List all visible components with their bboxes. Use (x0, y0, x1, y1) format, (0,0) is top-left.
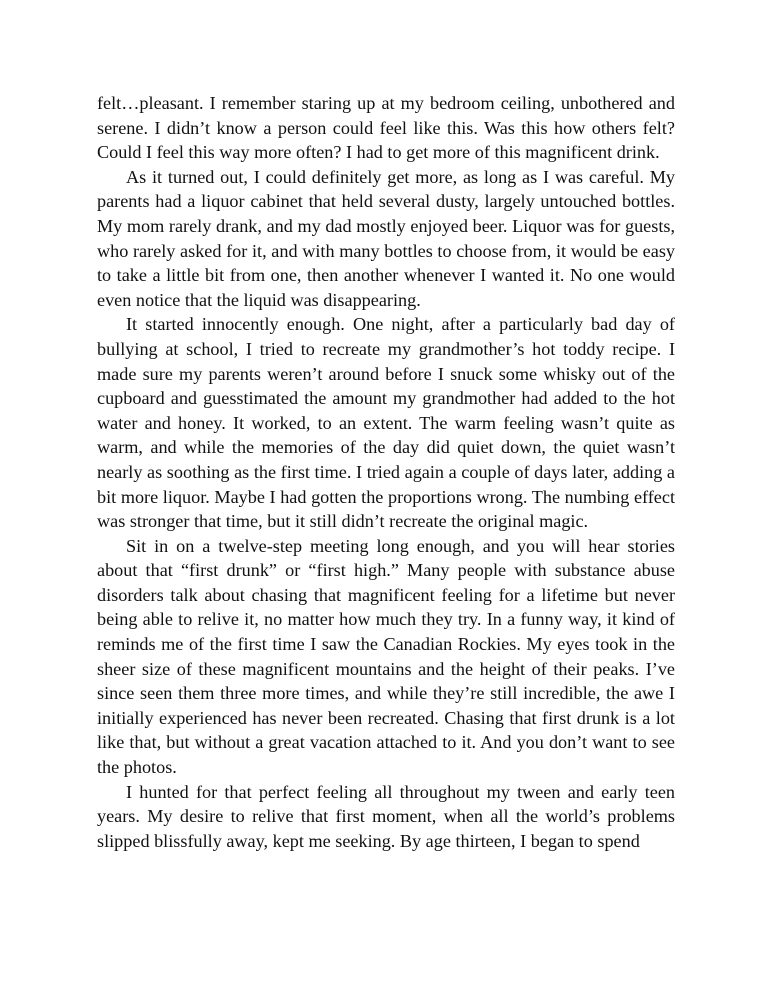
paragraph-4: Sit in on a twelve-step meeting long enough, and you will hear stories about that “first drunk” or “first high.” Many people with substance abuse disorders talk about chasing that magnificent feeling for a lifetime but never being able to relive it, no matter how much they try. In a funny way, it kind of reminds me of the first time I saw the Canadian Rockies. My eyes took in the sheer size of these magnificent mountains and the height of their peaks. I’ve since seen them three more times, and while they’re still incredible, the awe I initially experienced has never been recreated. Chasing that first drunk is a lot like that, but without a great vacation attached to it. And you don’t want to see the photos. (97, 535, 675, 778)
page-body (97, 91, 675, 853)
paragraph-3: It started innocently enough. One night, after a particularly bad day of bullying at school, I tried to recreate my grandmother’s hot toddy recipe. I made sure my parents weren’t around before I snuck some whisky out of the cupboard and guesstimated the amount my grandmother had added to the hot water and honey. It worked, to an extent. The warm feeling wasn’t quite as warm, and while the memories of the day did quiet down, the quiet wasn’t nearly as soothing as the first time. I tried again a couple of days later, adding a bit more liquor. Maybe I had gotten the proportions wrong. The numbing effect was stronger that time, but it still didn’t recreate the original magic. (97, 314, 675, 532)
paragraph-2: As it turned out, I could definitely get more, as long as I was careful. My parents had a liquor cabinet that held several dusty, largely untouched bottles. My mom rarely drank, and my dad mostly enjoyed beer. Liquor was for guests, who rarely asked for it, and with many bottles to choose from, it would be easy to take a little bit from one, then another whenever I wanted it. No one would even notice that the liquid was disappearing. (97, 166, 675, 310)
paragraph-5: I hunted for that perfect feeling all throughout my tween and early teen years. My desire to relive that first moment, when all the world’s problems slipped blissfully away, kept me seeking. By age thirteen, I began to spend (97, 781, 675, 851)
paragraph-1: felt…pleasant. I remember staring up at my bedroom ceiling, unbothered and serene. I didn’t know a person could feel like this. Was this how others felt? Could I feel this way more often? I had to get more of this magnificent drink. (97, 93, 675, 163)
